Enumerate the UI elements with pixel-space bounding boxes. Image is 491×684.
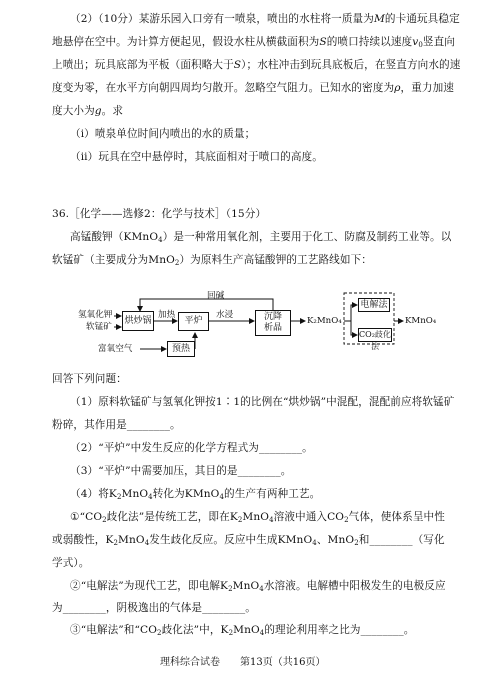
q2-line-3: 上喷出；玩具底部为平板（面积略大于S）；水柱冲击到玩具底板后，在竖直方向水的速	[52, 59, 461, 71]
q36-part-4-3: ③“电解法”和“CO2歧化法”中，K2MnO4的理论利用率之比为________。	[70, 624, 415, 637]
process-flow-diagram	[78, 291, 440, 371]
heating-label: 加热	[158, 310, 176, 320]
q36-part-4: （4）将K2MnO4转化为KMnO4的生产有两种工艺。	[70, 488, 321, 501]
q36-intro-1: 高锰酸钾（KMnO4）是一种常用氧化剂，主要用于化工、防腐及制药工业等。以	[70, 231, 452, 244]
q36-part-4-1-line-1: ①“CO2歧化法”是传统工艺，即在K2MnO4溶液中通入CO2气体，使体系呈中性	[70, 511, 445, 524]
q2-part-ii: （ii）玩具在空中悬停时，其底面相对于喷口的高度。	[70, 151, 323, 163]
q2-part-i: （i）喷泉单位时间内喷出的水的质量；	[70, 128, 256, 140]
q36-part-1-line-2: 粉碎，其作用是________。	[52, 419, 181, 431]
raw-ore-label: 软锰矿	[86, 322, 112, 332]
footer-left: 理科综合试卷	[160, 657, 220, 668]
electrolysis-box: 电解法	[358, 298, 390, 312]
kmno4-label: KMnO₄	[405, 316, 437, 326]
oxygen-air-label: 富氧空气	[98, 344, 133, 354]
hongchao-box: 烘炒锅	[122, 311, 154, 331]
q2-line-2: 地悬停在空中。为计算方便起见，假设水柱从横截面积为S的喷口持续以速度v0竖直向	[52, 36, 456, 49]
q36-part-2: （2）“平炉”中发生反应的化学方程式为________。	[70, 442, 313, 454]
footer-page-number: 第13页（共16页）	[240, 657, 326, 668]
q36-intro-2: 软锰矿（主要成分为MnO2）为原料生产高锰酸钾的工艺路线如下：	[52, 254, 372, 267]
q36-part-4-1-line-2: 或弱酸性，K2MnO4发生歧化反应。反应中生成KMnO4、MnO2和________（写化	[52, 534, 445, 547]
q36-title: 36.［化学——选修2：化学与技术］（15分）	[52, 208, 267, 220]
pinglu-box: 平炉	[178, 312, 209, 331]
k2mno4-label: K₂MnO₄	[307, 316, 342, 326]
settling-box	[255, 310, 291, 336]
q2-line-5: 度大小为g。求	[52, 105, 124, 117]
q2-line-4: 度变为零，在水平方向朝四周均匀散开。忽略空气阻力。已知水的密度为ρ，重力加速	[52, 82, 454, 94]
q36-part-4-1-line-3: 学式）。	[52, 557, 90, 569]
q36-part-3: （3）“平炉”中需要加压，其目的是________。	[70, 465, 292, 477]
settling-label: 沉降	[263, 312, 282, 322]
co2-disproportionation-box: CO₂歧化法	[359, 330, 391, 351]
leaching-label: 水浸	[216, 310, 234, 320]
preheat-box: 预热	[167, 341, 195, 357]
crystallize-label: 析晶	[263, 323, 282, 333]
recycle-alkali-label: 回碱	[207, 291, 225, 301]
q36-part-1-line-1: （1）原料软锰矿与氢氧化钾按1∶1的比例在“烘炒锅”中混配，混配前应将软锰矿	[70, 396, 455, 408]
q36-part-4-2-line-1: ②“电解法”为现代工艺，即电解K2MnO4水溶液。电解槽中阳极发生的电极反应	[70, 580, 446, 593]
answer-prompt: 回答下列问题：	[52, 373, 127, 385]
q36-part-4-2-line-2: 为________，阴极逸出的气体是________。	[52, 602, 256, 614]
q2-line-1: （2）（10分）某游乐园入口旁有一喷泉，喷出的水柱将一质量为M的卡通玩具稳定	[70, 13, 460, 25]
raw-koh-label: 氢氧化钾	[78, 310, 113, 320]
